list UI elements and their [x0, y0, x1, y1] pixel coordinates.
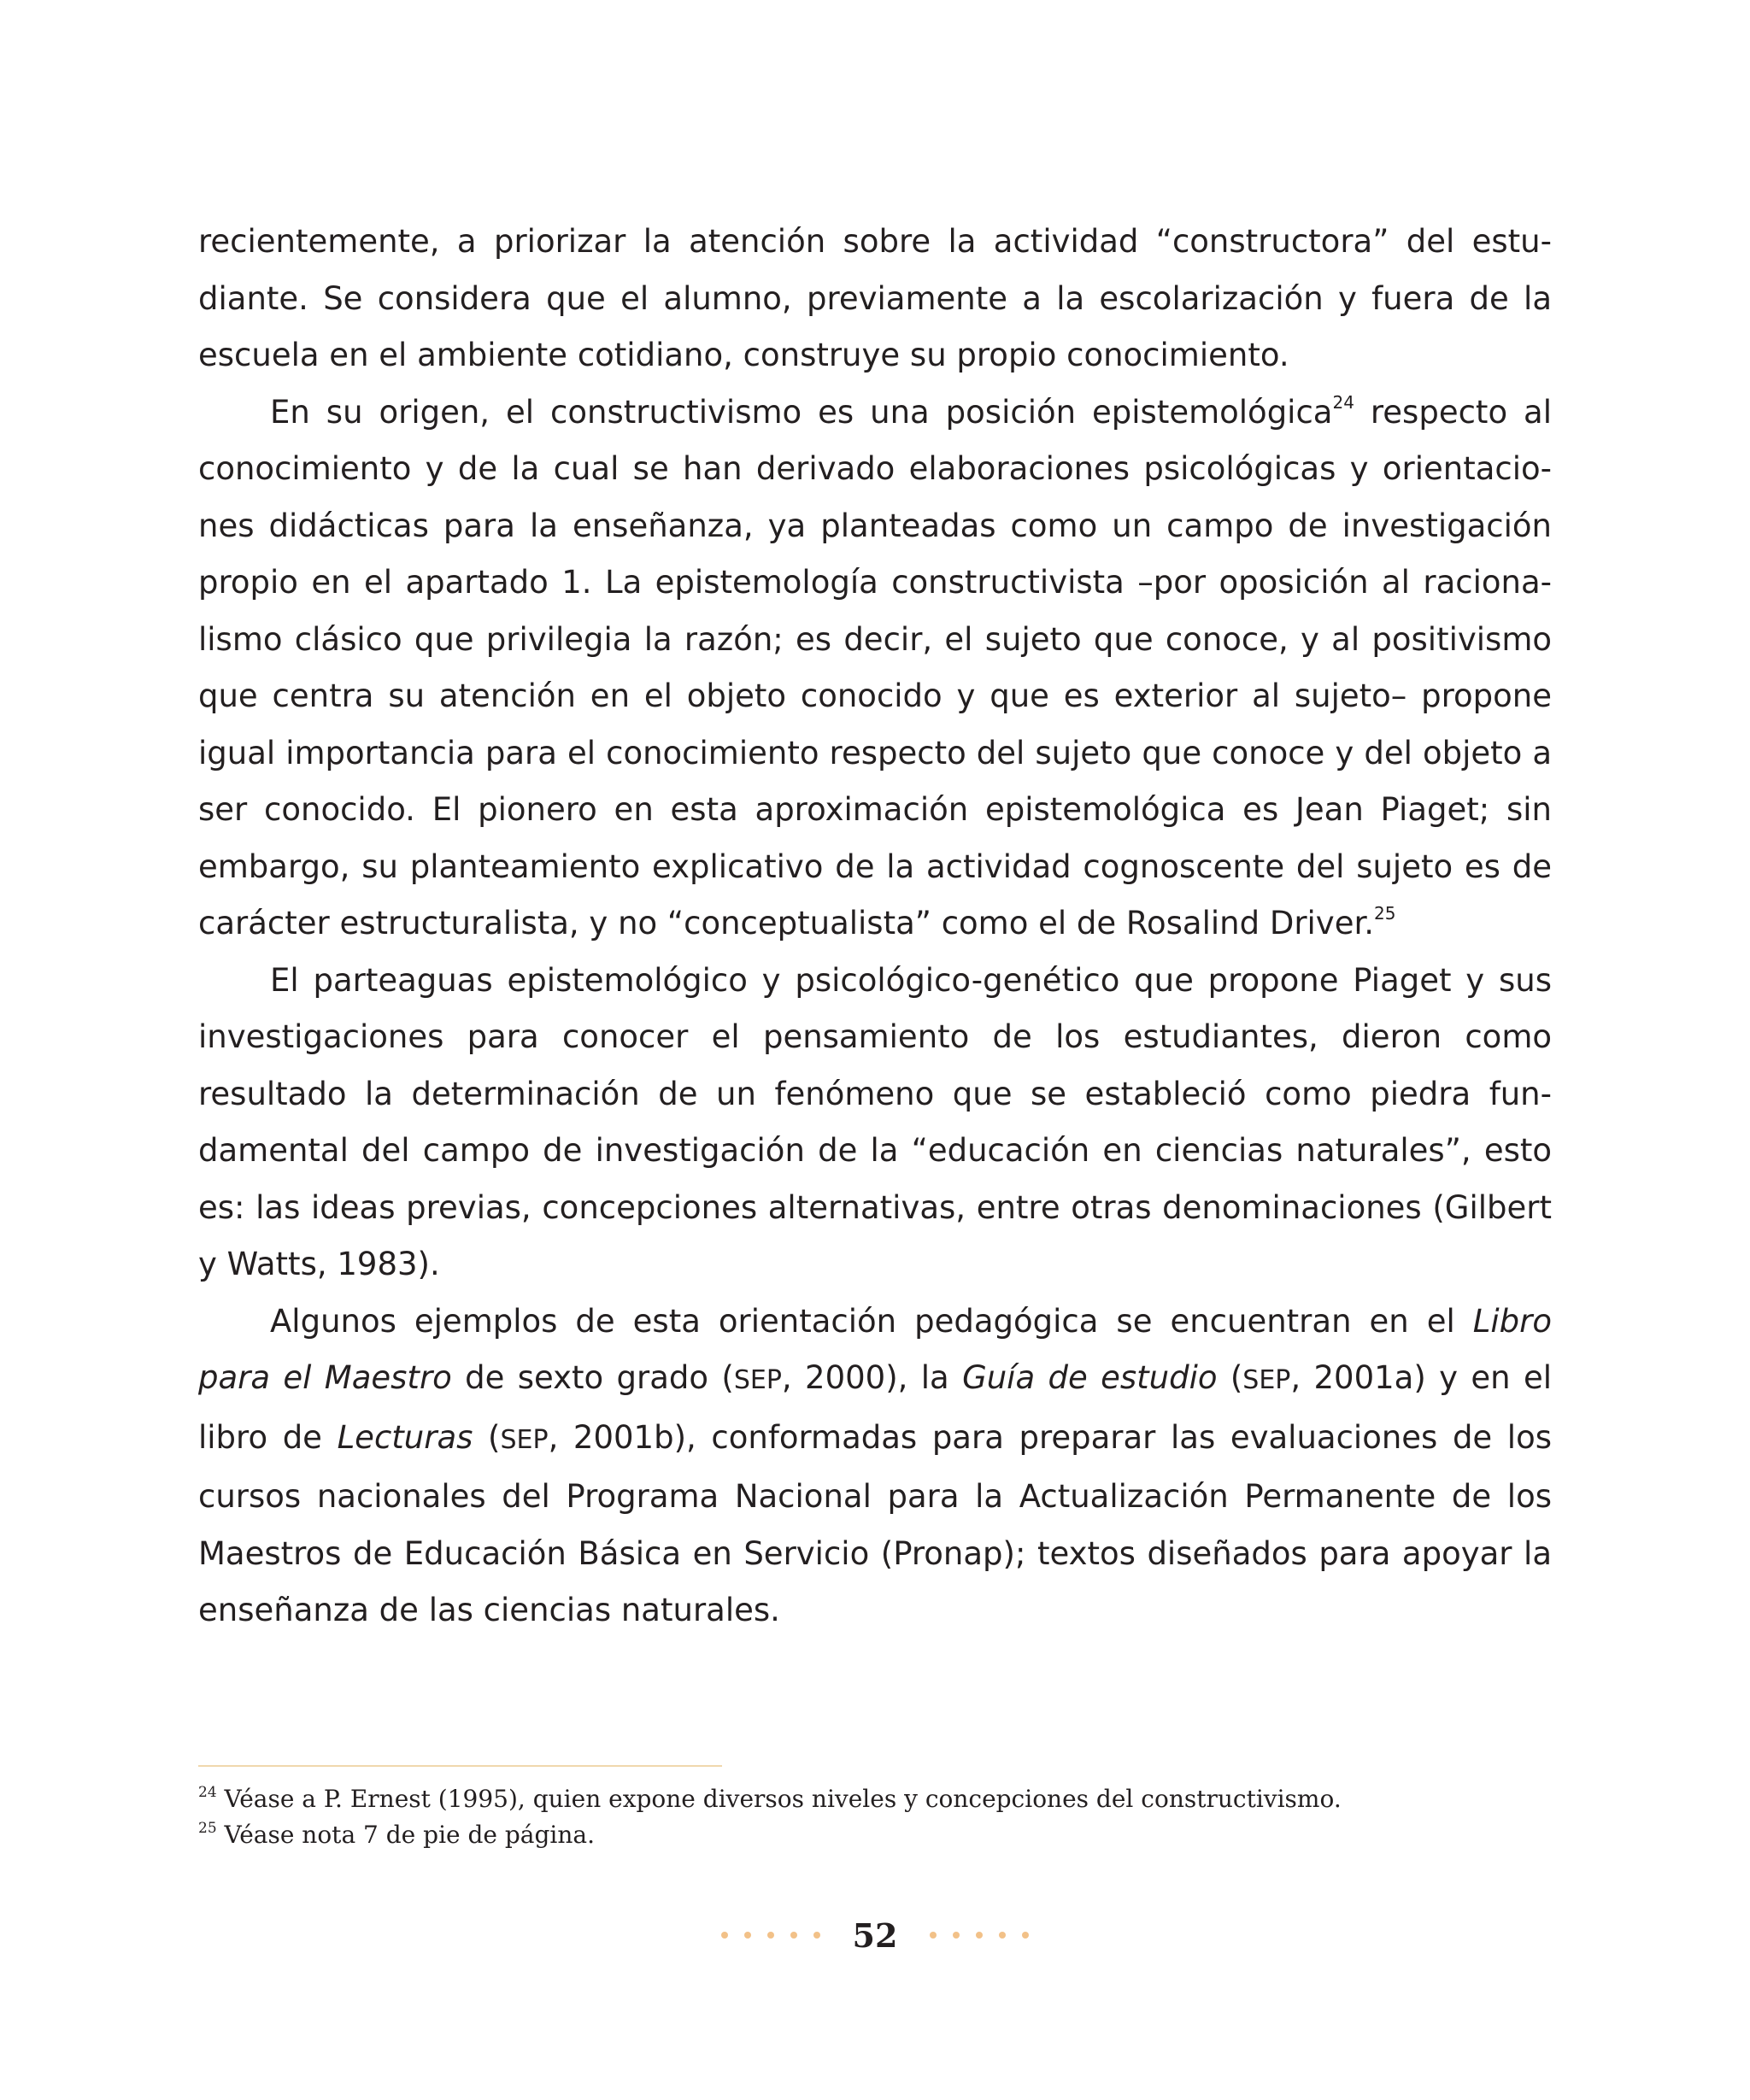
acronym-sep: SEP: [733, 1365, 782, 1395]
dot-icon: [790, 1932, 797, 1939]
paragraph-4-text-k: (: [473, 1418, 501, 1456]
paragraph-4-text-e: , 2000), la: [781, 1359, 963, 1396]
footnote-divider: [198, 1765, 722, 1767]
title-lecturas: Lecturas: [337, 1418, 473, 1456]
paragraph-2-text-b: respecto al conocimiento y de la cual se han derivado elaboraciones psicológicas y orientaciones didácticas para la enseñanza, ya planteadas como un campo de investigación propio en el apartado 1. La epistemología constructivista –por oposición al racionalismo clásico que privilegia la razón; es decir, el sujeto que conoce, y al positivismo que centra su atención en el objeto conocido y que es exterior al sujeto– propone igual importancia para el conocimiento respecto del sujeto que conoce y del objeto a ser conocido. El pionero en esta aproximación epistemológica es Jean Piaget; sin embargo, su planteamiento explicativo de la actividad cognoscente del sujeto es de carácter estructuralista, y no “conceptualista” como el de Rosalind Driver.: [198, 393, 1552, 941]
paragraph-1-text: recientemente, a priorizar la atención sobre la actividad “constructora” del estudiante. Se considera que el alumno, previamente a la escolarización y fuera de la escuela en el ambiente cotidiano, construye su propio conocimiento.: [198, 223, 1552, 373]
footnote-text: Véase a P. Ernest (1995), quien expone diversos niveles y concepciones del constructivismo.: [216, 1785, 1342, 1813]
footnote-number: 24: [198, 1784, 217, 1802]
paragraph-4-text-c: de sexto grado (: [451, 1359, 734, 1396]
paragraph-2: [198, 384, 1552, 953]
paragraph-4-text-a: Algunos ejemplos de esta orientación pedagógica se encuentran en el: [270, 1302, 1473, 1340]
dot-icon: [953, 1932, 960, 1939]
paragraph-1: [198, 214, 1552, 384]
paragraph-4-text-g: (: [1217, 1359, 1243, 1396]
dot-icon: [976, 1932, 983, 1939]
main-text: [198, 214, 1552, 1640]
title-libro-para-el-maestro: Libro para el Maestro: [198, 1302, 1552, 1396]
page-number: 52: [852, 1915, 898, 1955]
dot-icon: [721, 1932, 728, 1939]
footnote-text: Véase nota 7 de pie de página.: [216, 1821, 596, 1849]
paragraph-3: [198, 953, 1552, 1293]
acronym-sep: SEP: [1242, 1365, 1291, 1395]
dot-icon: [1022, 1932, 1029, 1939]
paragraph-4: [198, 1293, 1552, 1640]
decorative-dots-right: [930, 1932, 1029, 1939]
paragraph-3-text: El parteaguas epistemológico y psicológico-genético que propone Piaget y sus investigaciones para conocer el pensamiento de los estudiantes, dieron como resultado la determinación de un fenómeno que se estableció como piedra fundamental del campo de investigación de la “educación en ciencias naturales”, esto es: las ideas previas, concepciones alternativas, entre otras denominaciones (Gilbert y Watts, 1983).: [198, 961, 1552, 1282]
footnotes: [198, 1781, 1557, 1853]
footnote-number: 25: [198, 1820, 217, 1838]
footnote-ref-25[interactable]: 25: [1374, 903, 1396, 924]
decorative-dots-left: [721, 1932, 820, 1939]
paragraph-4-text-m: , 2001b), conformadas para preparar las evaluaciones de los cursos nacionales del Programa Nacional para la Actualización Permanente de los Maestros de Educación Básica en Servicio (Pronap); textos diseñados para apoyar la enseñanza de las ciencias naturales.: [198, 1418, 1552, 1628]
paragraph-2-text-a: En su origen, el constructivismo es una posición epistemológica: [270, 393, 1333, 431]
dot-icon: [999, 1932, 1006, 1939]
acronym-sep: SEP: [500, 1424, 549, 1455]
dot-icon: [930, 1932, 937, 1939]
footnote-25: [198, 1817, 1557, 1853]
dot-icon: [744, 1932, 751, 1939]
page-footer: [0, 1909, 1750, 1961]
paragraph-4-text-i: , 2001a) y en el libro de: [198, 1359, 1552, 1456]
footnote-24: [198, 1781, 1557, 1817]
title-guia-de-estudio: Guía de estudio: [962, 1359, 1218, 1396]
dot-icon: [767, 1932, 774, 1939]
dot-icon: [813, 1932, 820, 1939]
footnote-ref-24[interactable]: 24: [1332, 391, 1354, 413]
